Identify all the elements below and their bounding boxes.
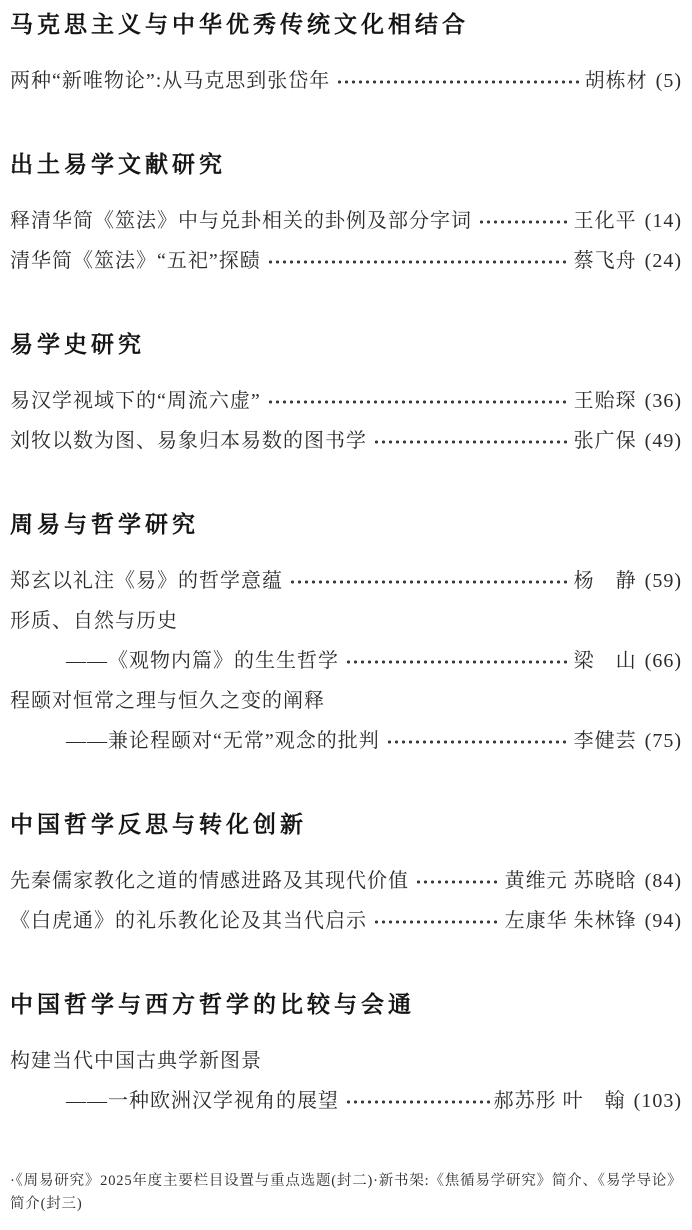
toc-entry bbox=[10, 908, 682, 935]
toc-entry bbox=[10, 868, 682, 895]
section-heading: 中国哲学反思与转化创新 bbox=[10, 812, 307, 837]
entry-title: 《白虎通》的礼乐教化论及其当代启示 bbox=[10, 910, 367, 932]
section-chinese-philosophy-reflection bbox=[10, 810, 682, 948]
toc-entry bbox=[10, 608, 682, 675]
entry-title: 程颐对恒常之理与恒久之变的阐释 bbox=[10, 690, 325, 712]
toc-entry bbox=[10, 688, 682, 755]
toc-entry bbox=[10, 428, 682, 455]
dot-leader bbox=[415, 875, 501, 889]
entry-authors: 郝苏彤 叶 翰 bbox=[493, 1090, 626, 1112]
toc-entry bbox=[10, 248, 682, 275]
section-heading: 中国哲学与西方哲学的比较与会通 bbox=[10, 992, 415, 1017]
entry-authors: 张广保 bbox=[573, 430, 637, 452]
section-heading: 出土易学文献研究 bbox=[10, 152, 226, 177]
entry-title: 清华简《筮法》“五祀”探赜 bbox=[10, 250, 261, 272]
entry-authors: 左康华 朱林锋 bbox=[504, 910, 637, 932]
entry-authors: 蔡飞舟 bbox=[573, 250, 637, 272]
toc-entry bbox=[10, 1048, 682, 1115]
entry-authors: 胡栋材 bbox=[584, 70, 648, 92]
toc-entry bbox=[10, 208, 682, 235]
entry-page: (24) bbox=[644, 250, 682, 272]
entry-page: (84) bbox=[644, 870, 682, 892]
entry-page: (49) bbox=[644, 430, 682, 452]
dot-leader bbox=[267, 395, 570, 409]
entry-page: (75) bbox=[644, 730, 682, 752]
section-heading: 马克思主义与中华优秀传统文化相结合 bbox=[10, 12, 469, 37]
section-heading: 易学史研究 bbox=[10, 332, 145, 357]
entry-authors: 杨 静 bbox=[573, 570, 637, 592]
toc-entry bbox=[10, 568, 682, 595]
dot-leader bbox=[267, 255, 570, 269]
entry-page: (36) bbox=[644, 390, 682, 412]
entry-page: (14) bbox=[644, 210, 682, 232]
section-zhouyi-philosophy bbox=[10, 510, 682, 768]
entry-subtitle: ——兼论程颐对“无常”观念的批判 bbox=[66, 730, 380, 752]
entry-title: 易汉学视域下的“周流六虚” bbox=[10, 390, 261, 412]
dot-leader bbox=[373, 915, 501, 929]
dot-leader bbox=[336, 75, 580, 89]
toc-entry bbox=[10, 68, 682, 95]
entry-page: (59) bbox=[644, 570, 682, 592]
dot-leader bbox=[289, 575, 570, 589]
dot-leader bbox=[478, 215, 570, 229]
footer-note: ·《周易研究》2025年度主要栏目设置与重点选题(封二)·新书架:《焦循易学研究》简介、《易学导论》简介(封三) bbox=[10, 1173, 676, 1212]
entry-page: (5) bbox=[655, 70, 682, 92]
entry-authors: 王贻琛 bbox=[573, 390, 637, 412]
section-marxism bbox=[10, 10, 682, 108]
entry-subtitle: ——《观物内篇》的生生哲学 bbox=[66, 650, 339, 672]
entry-title: 先秦儒家教化之道的情感进路及其现代价值 bbox=[10, 870, 409, 892]
dot-leader bbox=[345, 1095, 490, 1109]
entry-page: (103) bbox=[633, 1090, 682, 1112]
entry-title: 两种“新唯物论”:从马克思到张岱年 bbox=[10, 70, 331, 92]
entry-title: 郑玄以礼注《易》的哲学意蕴 bbox=[10, 570, 283, 592]
entry-authors: 王化平 bbox=[573, 210, 637, 232]
section-heading: 周易与哲学研究 bbox=[10, 512, 199, 537]
section-china-west-comparison bbox=[10, 990, 682, 1128]
entry-authors: 李健芸 bbox=[573, 730, 637, 752]
entry-authors: 梁 山 bbox=[573, 650, 637, 672]
section-yixue-history bbox=[10, 330, 682, 468]
entry-page: (94) bbox=[644, 910, 682, 932]
entry-title: 释清华简《筮法》中与兑卦相关的卦例及部分字词 bbox=[10, 210, 472, 232]
section-excavated-texts bbox=[10, 150, 682, 288]
entry-subtitle: ——一种欧洲汉学视角的展望 bbox=[66, 1090, 339, 1112]
dot-leader bbox=[345, 655, 570, 669]
entry-authors: 黄维元 苏晓晗 bbox=[504, 870, 637, 892]
entry-title: 形质、自然与历史 bbox=[10, 610, 178, 632]
entry-title: 刘牧以数为图、易象归本易数的图书学 bbox=[10, 430, 367, 452]
entry-page: (66) bbox=[644, 650, 682, 672]
dot-leader bbox=[386, 735, 570, 749]
toc-entry bbox=[10, 388, 682, 415]
entry-title: 构建当代中国古典学新图景 bbox=[10, 1050, 262, 1072]
dot-leader bbox=[373, 435, 570, 449]
